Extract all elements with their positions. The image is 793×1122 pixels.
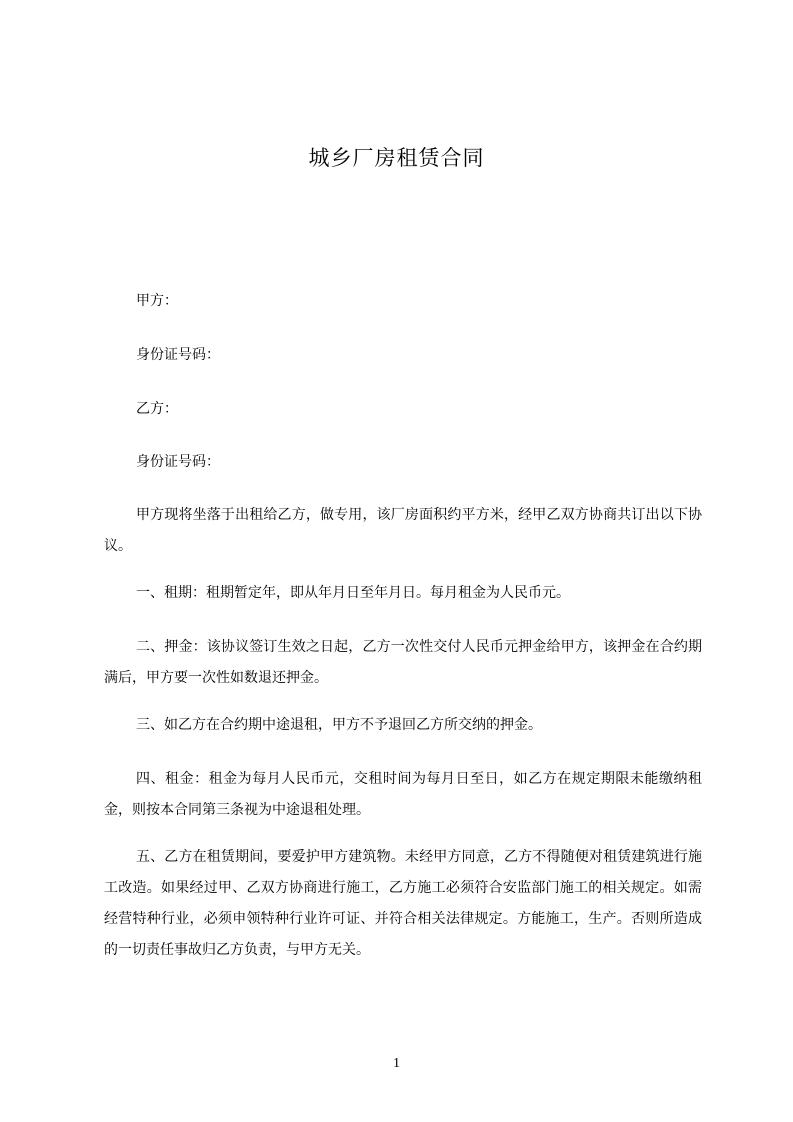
document-title: 城乡厂房租赁合同: [308, 146, 485, 170]
party-b-id-field: 身份证号码：: [136, 454, 220, 470]
intro-paragraph: 甲方现将坐落于出租给乙方，做专用，该厂房面积约平方米，经甲乙双方协商共订出以下协议。: [104, 507, 702, 554]
party-a-field: 甲方：: [136, 293, 178, 309]
clause-5-paragraph: 五、乙方在租赁期间，要爱护甲方建筑物。未经甲方同意，乙方不得随便对租赁建筑进行施工改造。如果经过甲、乙双方协商进行施工，乙方施工必须符合安监部门施工的相关规定。如需经营特种行业，必须申领特种行业许可证、并符合相关法律规定。方能施工，生产。否则所造成的一切责任事故归乙方负责，与甲方无关。: [104, 849, 702, 958]
clause-2-paragraph: 二、押金：该协议签订生效之日起，乙方一次性交付人民币元押金给甲方，该押金在合约期满后，甲方要一次性如数退还押金。: [104, 639, 702, 686]
party-b-field: 乙方：: [136, 401, 178, 417]
clause-1-paragraph: 一、租期：租期暂定年，即从年月日至年月日。每月租金为人民币元。: [136, 585, 570, 601]
clause-4-paragraph: 四、租金：租金为每月人民币元，交租时间为每月日至日，如乙方在规定期限未能缴纳租金，则按本合同第三条视为中途退租处理。: [104, 771, 702, 818]
clause-3-paragraph: 三、如乙方在合约期中途退租，甲方不予退回乙方所交纳的押金。: [136, 717, 542, 733]
party-a-id-field: 身份证号码：: [136, 347, 220, 363]
page-number: 1: [393, 1056, 400, 1071]
